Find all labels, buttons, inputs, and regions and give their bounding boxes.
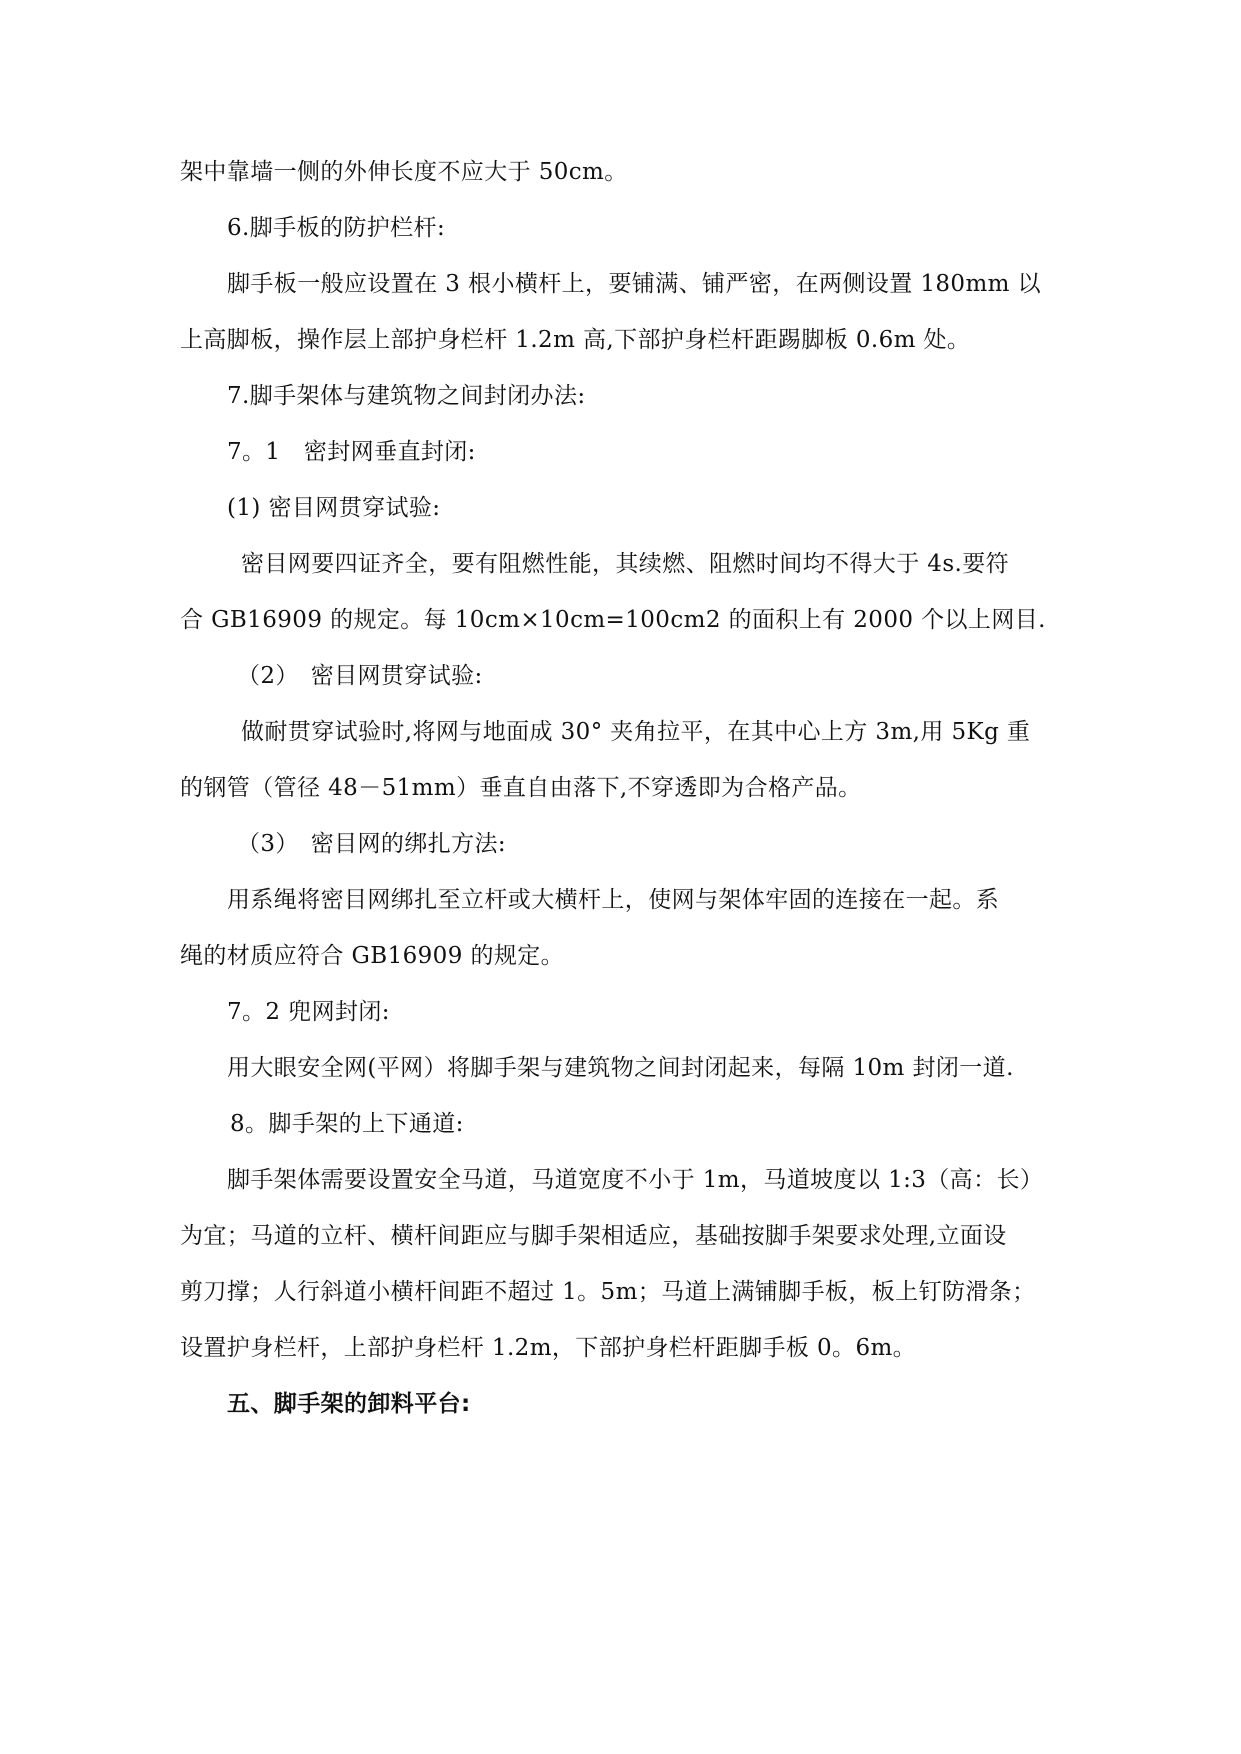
paragraph-line: 绳的材质应符合 GB16909 的规定。: [180, 943, 565, 969]
paragraph-line: 合 GB16909 的规定。每 10cm×10cm=100cm2 的面积上有 2000 个以上网目.: [180, 607, 1046, 633]
paragraph-line: 设置护身栏杆，上部护身栏杆 1.2m，下部护身栏杆距脚手板 0。6m。: [180, 1335, 917, 1361]
paragraph-line: 为宜；马道的立杆、横杆间距应与脚手架相适应，基础按脚手架要求处理,立面设: [180, 1223, 1007, 1249]
paragraph-line: 的钢管（管径 48－51mm）垂直自由落下,不穿透即为合格产品。: [180, 775, 862, 801]
paragraph-line: 上高脚板，操作层上部护身栏杆 1.2m 高,下部护身栏杆距踢脚板 0.6m 处。: [180, 327, 971, 353]
paragraph-line: 脚手架体需要设置安全马道，马道宽度不小于 1m，马道坡度以 1:3（高：长）: [227, 1167, 1044, 1193]
item-title-3: （3） 密目网的绑扎方法:: [237, 831, 507, 857]
item-title-2: （2） 密目网贯穿试验:: [237, 663, 483, 689]
paragraph-line: 做耐贯穿试验时,将网与地面成 30° 夹角拉平，在其中心上方 3m,用 5Kg 重: [241, 719, 1031, 745]
section-title-6: 6.脚手板的防护栏杆:: [227, 215, 446, 241]
paragraph-line: 用系绳将密目网绑扎至立杆或大横杆上，使网与架体牢固的连接在一起。系: [227, 887, 1000, 913]
subsection-title-7-1: 7。1 密封网垂直封闭:: [227, 439, 476, 465]
item-title-1: (1) 密目网贯穿试验:: [227, 495, 441, 521]
section-heading: 五、脚手架的卸料平台:: [227, 1391, 471, 1417]
paragraph-line: 用大眼安全网(平网）将脚手架与建筑物之间封闭起来，每隔 10m 封闭一道.: [227, 1055, 1014, 1081]
paragraph-line: 脚手板一般应设置在 3 根小横杆上，要铺满、铺严密，在两侧设置 180mm 以: [227, 271, 1041, 297]
paragraph-line: 密目网要四证齐全，要有阻燃性能，其续燃、阻燃时间均不得大于 4s.要符: [241, 551, 1010, 577]
paragraph-line: 剪刀撑；人行斜道小横杆间距不超过 1。5m；马道上满铺脚手板，板上钉防滑条；: [180, 1279, 1036, 1305]
section-title-8: 8。脚手架的上下通道:: [230, 1111, 464, 1137]
section-title-7: 7.脚手架体与建筑物之间封闭办法:: [227, 383, 586, 409]
paragraph-line: 架中靠墙一侧的外伸长度不应大于 50cm。: [180, 159, 628, 185]
subsection-title-7-2: 7。2 兜网封闭:: [227, 999, 390, 1025]
